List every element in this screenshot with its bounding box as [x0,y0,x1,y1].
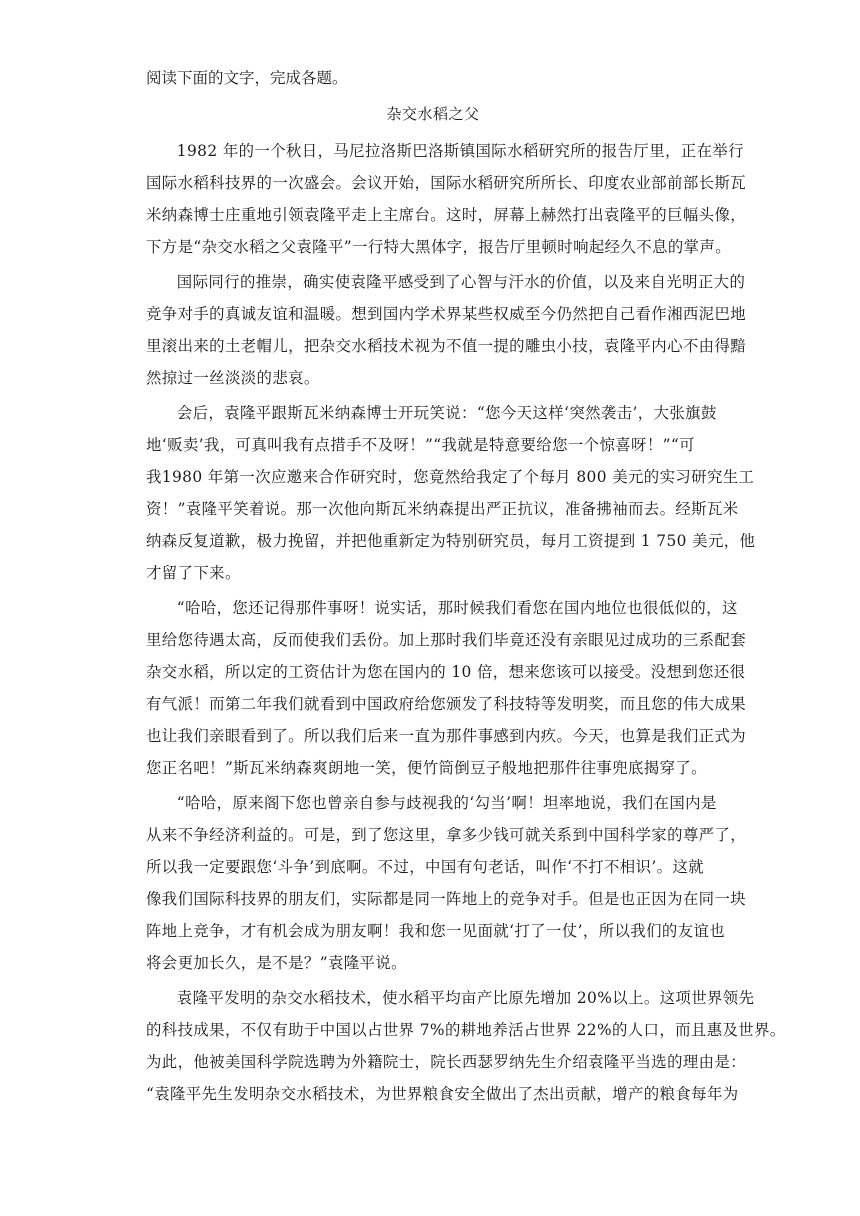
paragraph-line: 袁隆平发明的杂交水稻技术，使水稻平均亩产比原先增加 20%以上。这项世界领先 [176,989,755,1007]
paragraph-line: 为此，他被美国科学院选聘为外籍院士，院长西瑟罗纳先生介绍袁隆平当选的理由是： [146,1053,747,1071]
article-paragraph [146,397,756,589]
paragraph-line: 1982 年的一个秋日，马尼拉洛斯巴洛斯镇国际水稻研究所的报告厅里，正在举行 [176,142,744,160]
paragraph-line: “哈哈，您还记得那件事呀！说实话，那时候我们看您在国内地位也很低似的，这 [176,599,738,617]
paragraph-line: 然掠过一丝淡淡的悲哀。 [146,369,320,387]
paragraph-line: 会后，袁隆平跟斯瓦米纳森博士开玩笑说：“您今天这样‘突然袭击’，大张旗鼓 [176,404,717,422]
paragraph-line: 杂交水稻，所以定的工资估计为您在国内的 10 倍，想来您该可以接受。没想到您还很 [146,663,746,681]
paragraph-line: 国际同行的推崇，确实使袁隆平感受到了心智与汗水的价值，以及来自光明正大的 [176,273,746,291]
paragraph-line: 纳森反复道歉，极力挽留，并把他重新定为特别研究员，每月工资提到 1 750 美元，他 [146,532,756,550]
paragraph-line: 才留了下来。 [146,564,241,582]
paragraph-line: 资！”袁隆平笑着说。那一次他向斯瓦米纳森提出严正抗议，准备拂袖而去。经斯瓦米 [146,500,739,518]
article-paragraph [146,982,786,1110]
paragraph-line: 我1980 年第一次应邀来合作研究时，您竟然给我定了个每月 800 美元的实习研究生工 [146,468,755,486]
paragraph-line: 里给您待遇太高，反而使我们丢份。加上那时我们毕竟还没有亲眼见过成功的三系配套 [146,631,747,649]
article-paragraph [146,266,747,394]
paragraph-line: 地‘贩卖’我，可真叫我有点措手不及呀！”“我就是特意要给您一个惊喜呀！”“可 [146,436,695,454]
paragraph-line: 的科技成果，不仅有助于中国以占世界 7%的耕地养活占世界 22%的人口，而且惠及世界。 [146,1021,786,1039]
article-title: 杂交水稻之父 [386,105,480,123]
paragraph-line: 所以我一定要跟您‘斗争’到底啊。不过，中国有句老话，叫作‘不打不相识’。这就 [146,858,705,876]
article-paragraph [146,787,747,979]
paragraph-line: 竞争对手的真诚友谊和温暖。想到国内学术界某些权威至今仍然把自己看作湘西泥巴地 [146,305,747,323]
paragraph-line: 从来不争经济利益的。可是，到了您这里，拿多少钱可就关系到中国科学家的尊严了， [146,826,747,844]
article-paragraph [146,592,747,784]
paragraph-line: 像我们国际科技界的朋友们，实际都是同一阵地上的竞争对手。但是也正因为在同一块 [146,890,747,908]
article-paragraph [146,135,747,263]
paragraph-line: “袁隆平先生发明杂交水稻技术，为世界粮食安全做出了杰出贡献，增产的粮食每年为 [146,1085,739,1103]
article-body [146,135,786,1110]
paragraph-line: 您正名吧！”斯瓦米纳森爽朗地一笑，便竹筒倒豆子般地把那件往事兜底揭穿了。 [146,759,707,777]
paragraph-line: 米纳森博士庄重地引领袁隆平走上主席台。这时，屏幕上赫然打出袁隆平的巨幅头像， [146,206,747,224]
paragraph-line: 阵地上竞争，才有机会成为朋友啊！我和您一见面就‘打了一仗’，所以我们的友谊也 [146,922,726,940]
paragraph-line: 国际水稻科技界的一次盛会。会议开始，国际水稻研究所所长、印度农业部前部长斯瓦 [146,174,747,192]
paragraph-line: 下方是“杂交水稻之父袁隆平”一行特大黑体字，报告厅里顿时响起经久不息的掌声。 [146,238,731,256]
paragraph-line: 将会更加长久，是不是？”袁隆平说。 [146,954,407,972]
paragraph-line: 有气派！而第二年我们就看到中国政府给您颁发了科技特等发明奖，而且您的伟大成果 [146,695,747,713]
paragraph-line: 里滚出来的土老帽儿，把杂交水稻技术视为不值一提的雕虫小技，袁隆平内心不由得黯 [146,337,747,355]
paragraph-line: 也让我们亲眼看到了。所以我们后来一直为那件事感到内疚。今天，也算是我们正式为 [146,727,747,745]
paragraph-line: “哈哈，原来阁下您也曾亲自参与歧视我的‘勾当’啊！坦率地说，我们在国内是 [176,794,717,812]
reading-instruction: 阅读下面的文字，完成各题。 [146,69,348,87]
